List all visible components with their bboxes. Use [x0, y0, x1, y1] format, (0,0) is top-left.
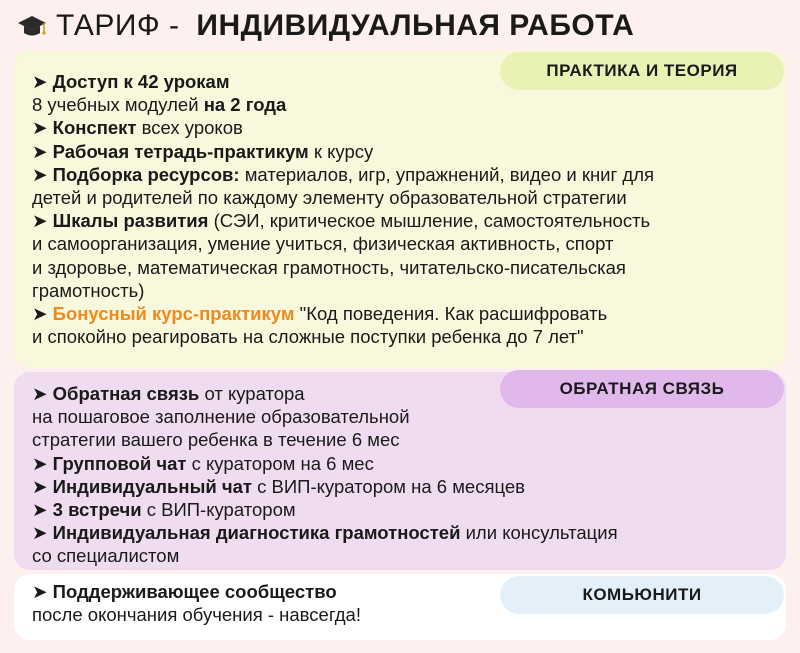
list-item-continuation: детей и родителей по каждому элементу образовательной стратегии: [32, 187, 627, 209]
list-item: [32, 302, 774, 325]
item-title: Обратная связь: [52, 383, 200, 404]
community-card: [14, 574, 786, 640]
arrow-icon: ➤: [32, 383, 48, 404]
arrow-icon: ➤: [32, 210, 48, 232]
list-item: [32, 452, 774, 475]
item-text: к курсу: [308, 140, 374, 162]
community-badge: КОМЬЮНИТИ: [500, 576, 784, 614]
practice-badge: ПРАКТИКА И ТЕОРИЯ: [500, 52, 784, 90]
item-text: материалов, игр, упражнений, видео и книг для: [239, 163, 655, 185]
list-item: [32, 382, 774, 405]
arrow-icon: ➤: [32, 581, 48, 602]
list-item: [32, 209, 774, 232]
list-item: [32, 70, 774, 93]
item-text: или консультация: [460, 522, 618, 544]
arrow-icon: ➤: [32, 452, 48, 474]
arrow-icon: ➤: [32, 140, 48, 162]
item-text: с ВИП-куратором: [141, 499, 296, 521]
list-item-continuation: и здоровье, математическая грамотность, читательско-писательская: [32, 256, 626, 278]
arrow-icon: ➤: [32, 71, 48, 92]
feedback-card: [14, 372, 786, 570]
list-item-continuation: и самоорганизация, умение учиться, физическая активность, спорт: [32, 233, 614, 255]
page-title: [16, 6, 634, 46]
graduation-cap-icon: [16, 10, 48, 42]
list-item: [32, 498, 774, 521]
community-content: [32, 580, 774, 626]
arrow-icon: ➤: [32, 303, 48, 325]
item-text: всех уроков: [136, 117, 243, 139]
item-title: Подборка ресурсов:: [52, 163, 240, 185]
tariff-name: ИНДИВИДУАЛЬНАЯ РАБОТА: [196, 9, 635, 42]
item-title: Шкалы развития: [52, 210, 209, 232]
item-text: с куратором на 6 мес: [186, 452, 374, 474]
item-title: Групповой чат: [52, 452, 187, 474]
list-item: [32, 521, 774, 544]
list-item-continuation: после окончания обучения - навсегда!: [32, 604, 361, 626]
arrow-icon: ➤: [32, 522, 48, 544]
list-item-continuation: [32, 93, 774, 116]
arrow-icon: ➤: [32, 117, 48, 139]
arrow-icon: ➤: [32, 475, 48, 497]
item-text: от куратора: [199, 383, 305, 404]
item-text: (СЭИ, критическое мышление, самостоятельность: [208, 210, 651, 232]
list-item: [32, 580, 774, 603]
item-text: с ВИП-куратором на 6 месяцев: [252, 475, 525, 497]
item-text: "Код поведения. Как расшифровать: [294, 303, 608, 325]
list-item: [32, 475, 774, 498]
item-title: Конспект: [52, 117, 137, 139]
item-title: Индивидуальный чат: [52, 475, 252, 497]
arrow-icon: ➤: [32, 499, 48, 521]
list-item-continuation: грамотность): [32, 279, 145, 301]
tariff-label: ТАРИФ -: [56, 9, 189, 42]
item-title: Рабочая тетрадь-практикум: [52, 140, 309, 162]
list-item: [32, 116, 774, 139]
item-title: Индивидуальная диагностика грамотностей: [52, 522, 461, 544]
item-title: 3 встречи: [52, 499, 142, 521]
list-item-continuation: и спокойно реагировать на сложные поступки ребенка до 7 лет": [32, 326, 584, 348]
list-item-continuation: на пошаговое заполнение образовательной: [32, 406, 410, 428]
practice-content: [32, 70, 774, 348]
list-item: [32, 140, 774, 163]
feedback-content: [32, 382, 774, 568]
list-item-continuation: стратегии вашего ребенка в течение 6 мес: [32, 429, 400, 451]
feedback-badge: ОБРАТНАЯ СВЯЗЬ: [500, 370, 784, 408]
item-title: Доступ к 42 урокам: [52, 71, 230, 92]
practice-card: [14, 50, 786, 368]
item-emphasis: на 2 года: [203, 94, 287, 116]
list-item-continuation: со специалистом: [32, 545, 180, 567]
list-item: [32, 163, 774, 186]
item-title: Поддерживающее сообщество: [52, 581, 337, 602]
item-text: 8 учебных модулей: [32, 94, 204, 116]
arrow-icon: ➤: [32, 163, 48, 185]
bonus-title: Бонусный курс-практикум: [52, 303, 295, 325]
